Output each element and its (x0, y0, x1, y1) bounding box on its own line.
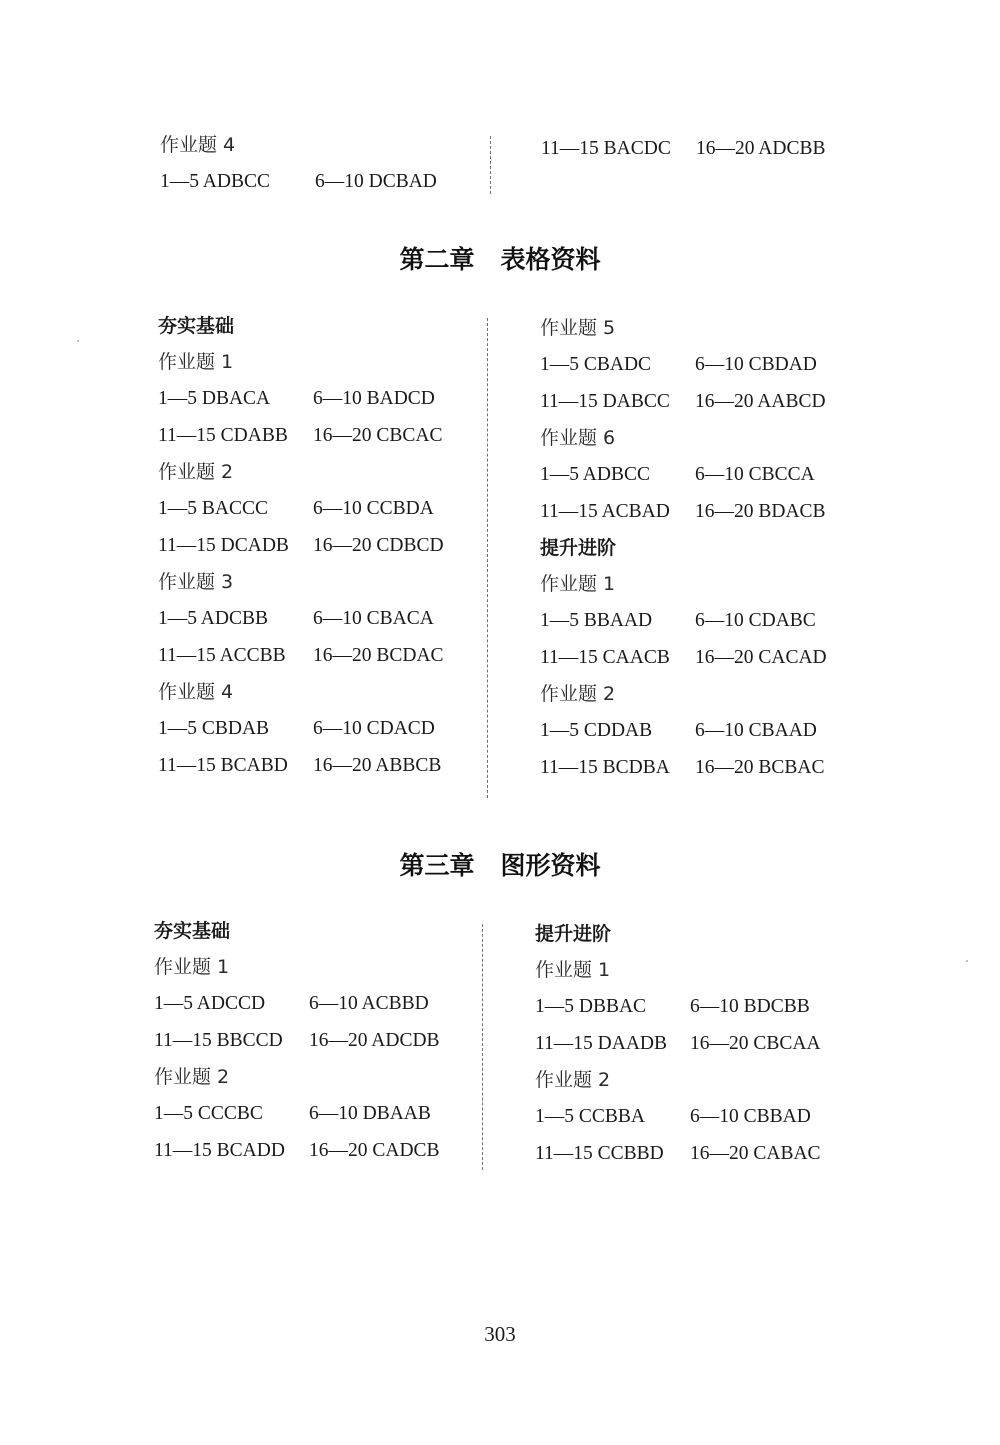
homework-title: 作业题 2 (540, 683, 616, 705)
answer-row (154, 1022, 440, 1059)
answer-range: 16—20 CACAD (695, 647, 827, 668)
section-title: 夯实基础 (154, 920, 231, 942)
answer-range: 6—10 BADCD (313, 388, 435, 409)
answer-range: 6—10 CBBAD (690, 1106, 811, 1127)
homework-title: 作业题 4 (158, 681, 234, 703)
answer-range: 1—5 DBBAC (535, 996, 647, 1017)
homework-title: 作业题 2 (158, 461, 234, 483)
answer-range: 11—15 BCDBA (540, 757, 670, 778)
answer-range: 1—5 CBADC (540, 354, 652, 375)
answer-row (540, 602, 827, 639)
answer-range: 16—20 AABCD (695, 391, 826, 412)
column-divider (482, 924, 483, 1170)
answer-row (158, 490, 444, 527)
answer-range: 1—5 ADCBB (158, 608, 268, 629)
chapter-number: 第二章 (399, 245, 475, 274)
top-right-column (541, 130, 825, 167)
section-title: 提升进阶 (535, 923, 612, 945)
answer-range: 6—10 CBACA (313, 608, 434, 629)
answer-range: 11—15 BCABD (158, 755, 288, 776)
answer-range: 1—5 BBAAD (540, 610, 653, 631)
answer-row (158, 637, 444, 674)
page-number: 303 (484, 1322, 516, 1346)
answer-range: 6—10 CDABC (695, 610, 816, 631)
homework-title: 作业题 1 (154, 956, 230, 978)
section-title: 夯实基础 (158, 315, 235, 337)
answer-range: 11—15 BACDC (541, 138, 671, 159)
chapter-heading (0, 846, 1000, 882)
answer-row (540, 749, 827, 786)
answer-row (540, 456, 827, 493)
answer-range: 16—20 CBCAC (313, 425, 443, 446)
answer-range: 16—20 CADCB (309, 1140, 440, 1161)
answer-row (158, 747, 444, 784)
answer-row (540, 712, 827, 749)
answer-range: 16—20 CBCAA (690, 1033, 821, 1054)
answer-range: 11—15 ACCBB (158, 645, 286, 666)
answer-row (154, 1095, 440, 1132)
chapter-heading (0, 240, 1000, 276)
scan-speck (966, 960, 968, 962)
answer-range: 1—5 ADBCC (160, 171, 270, 192)
column-divider (490, 136, 491, 194)
answer-range: 6—10 BDCBB (690, 996, 810, 1017)
answer-range: 16—20 BCDAC (313, 645, 444, 666)
answer-range: 1—5 CCCBC (154, 1103, 263, 1124)
homework-title: 作业题 2 (535, 1069, 611, 1091)
scan-speck (77, 340, 79, 342)
homework-title: 作业题 5 (540, 317, 616, 339)
answer-row (535, 1025, 821, 1062)
answer-range: 16—20 BDACB (695, 501, 826, 522)
answer-range: 16—20 ADCDB (309, 1030, 440, 1051)
answer-row (154, 985, 440, 1022)
answer-range: 1—5 ADCCD (154, 993, 266, 1014)
answer-range: 1—5 BACCC (158, 498, 268, 519)
answer-row (154, 1132, 440, 1169)
chapter-title: 图形资料 (500, 851, 601, 880)
answer-row (540, 639, 827, 676)
answer-range: 6—10 CBCCA (695, 464, 815, 485)
answer-row (535, 1135, 821, 1172)
answer-row (158, 710, 444, 747)
homework-title: 作业题 1 (540, 573, 616, 595)
answer-range: 11—15 DCADB (158, 535, 289, 556)
answer-range: 11—15 BCADD (154, 1140, 285, 1161)
answer-range: 6—10 DCBAD (315, 171, 437, 192)
answer-row (540, 493, 827, 530)
answer-range: 11—15 ACBAD (540, 501, 670, 522)
homework-title: 作业题 1 (158, 351, 234, 373)
answer-range: 1—5 ADBCC (540, 464, 650, 485)
answer-row (160, 163, 437, 200)
answer-range: 11—15 CAACB (540, 647, 670, 668)
answer-row (540, 383, 827, 420)
chapter3-left-column (154, 913, 440, 1169)
answer-row (158, 600, 444, 637)
answer-range: 16—20 BCBAC (695, 757, 825, 778)
answer-range: 11—15 BBCCD (154, 1030, 283, 1051)
answer-range: 16—20 ADCBB (696, 138, 826, 159)
answer-range: 6—10 DBAAB (309, 1103, 431, 1124)
answer-range: 6—10 CDACD (313, 718, 435, 739)
answer-range: 11—15 DAADB (535, 1033, 667, 1054)
homework-title: 作业题 3 (158, 571, 234, 593)
answer-range: 11—15 CDABB (158, 425, 288, 446)
answer-range: 1—5 CCBBA (535, 1106, 645, 1127)
chapter-number: 第三章 (399, 851, 475, 880)
answer-range: 16—20 ABBCB (313, 755, 442, 776)
section-title: 提升进阶 (540, 537, 617, 559)
homework-title: 作业题 4 (160, 134, 236, 156)
answer-range: 16—20 CABAC (690, 1143, 821, 1164)
answer-range: 11—15 DABCC (540, 391, 670, 412)
column-divider (487, 318, 488, 798)
chapter2-left-column (158, 308, 444, 784)
homework-title: 作业题 2 (154, 1066, 230, 1088)
answer-range: 1—5 CDDAB (540, 720, 653, 741)
answer-range: 6—10 ACBBD (309, 993, 429, 1014)
answer-row (158, 417, 444, 454)
homework-title: 作业题 6 (540, 427, 616, 449)
answer-range: 11—15 CCBBD (535, 1143, 664, 1164)
answer-range: 6—10 CBAAD (695, 720, 817, 741)
chapter3-right-column (535, 916, 821, 1172)
answer-row (540, 346, 827, 383)
answer-row (535, 988, 821, 1025)
answer-row (158, 380, 444, 417)
chapter2-right-column (540, 310, 827, 786)
answer-range: 6—10 CCBDA (313, 498, 434, 519)
answer-range: 6—10 CBDAD (695, 354, 817, 375)
answer-row (535, 1098, 821, 1135)
answer-row (541, 130, 825, 167)
top-left-column (160, 127, 437, 200)
chapter-title: 表格资料 (500, 245, 601, 274)
answer-row (158, 527, 444, 564)
answer-range: 1—5 CBDAB (158, 718, 270, 739)
homework-title: 作业题 1 (535, 959, 611, 981)
answer-range: 16—20 CDBCD (313, 535, 444, 556)
answer-range: 1—5 DBACA (158, 388, 271, 409)
